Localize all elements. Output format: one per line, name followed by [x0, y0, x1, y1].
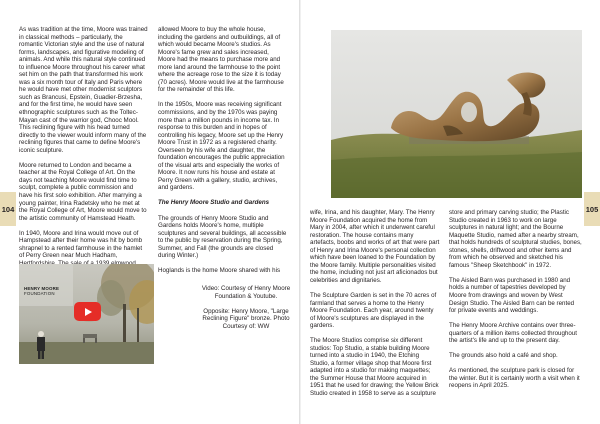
video-thumbnail[interactable]	[19, 264, 154, 364]
video-credit: Video: Courtesy of Henry Moore Foundation & Youtube.	[201, 285, 291, 300]
paragraph: The Henry Moore Archive contains over three-quarters of a million items collected throughout the artist's life and up to the present day.	[449, 322, 577, 345]
paragraph: store and primary carving studio; the Plastic Studio created in 1963 to work on large sculptures in natural light; and the Bourne Maquette Studio, named after a nearby stream, that holds hundreds of sculptural studies, bones, stones, shells, driftwood and other items and from which he observed and sketched his famous "Sheep Sketchbook" in 1972.	[449, 209, 582, 269]
image-caption	[190, 285, 302, 338]
paragraph: As mentioned, the sculpture park is closed for the winter. But it is certainly worth a visit when it reopens in April 2025.	[449, 367, 580, 390]
photo-credit: Opposite: Henry Moore, "Large Reclining Figure" bronze. Photo Courtesy of: WW	[202, 307, 290, 330]
section-heading: The Henry Moore Studio and Gardens	[158, 199, 270, 207]
paragraph: The Aisled Barn was purchased in 1980 and holds a number of tapestries developed by Moore from drawings and woven by West Design Studio. The Aisled Barn can be rented for private events and weddings.	[449, 276, 575, 315]
paragraph: The grounds also hold a café and shop.	[449, 352, 558, 360]
paragraph: The Moore Studios comprise six different studios: Top Studio, a stable building Moore turned into a studio in 1940, the Etching Studio, a former village shop that Moore first adapted into a studio for making maquettes; the Summer House that Moore acquired in 1951 that he used for drawing; the Yellow Brick Studio created in 1958 to serve as a sculpture	[310, 337, 439, 398]
paragraph: In the 1950s, Moore was receiving significant commissions, and by the 1970s was paying more than a million pounds in income tax. In response to this burden and in hopes of controlling his legacy, Moore set up the Henry Moore Trust in 1972 as a registered charity. Overseen by his wife and daughter, the foundation encourages the public appreciation of the visual arts and especially the works of Moore. It now runs his house and estate at Perry Green with a gallery, studio, archives, and gardens.	[158, 101, 285, 192]
paragraph: The grounds of Henry Moore Studio and Gardens holds Moore's home, multiple sculptures and several buildings, all accessible to the public by reservation during the Spring, Summer, and Fall (the grounds are closed during Winter.)	[158, 214, 287, 260]
paragraph: The Sculpture Garden is set in the 70 acres of farmland that serves a home to the Henry Moore Foundation. Each year, around twenty of Moore's sculptures are displayed in the gardens.	[310, 291, 437, 330]
play-button[interactable]	[74, 302, 101, 321]
paragraph: allowed Moore to buy the whole house, including the gardens and outbuildings, all of which would became Moore's studios. As Moore's fame grew and sales increased, Moore had the means to purchase more and more land around the farmhouse to the point where the acreage rose to the size it is today (70 acres). Moore would live at the farmhouse for the remainder of this life.	[158, 26, 284, 94]
text-column-3	[310, 209, 440, 398]
sculpture-photo	[331, 30, 582, 198]
text-column-1	[19, 26, 148, 283]
play-icon	[83, 307, 93, 317]
paragraph: Moore returned to London and became a teacher at the Royal College of Art. On the days not teaching Moore would find time to sculpt, complete a public commission and have his first solo exhibition. After marrying a young painter, Irina Radetsky who he met at the Royal College of Art, Moore would move to the artistic community of Hamstead Heath.	[19, 161, 147, 222]
page-number-right: 105	[584, 192, 600, 226]
paragraph: wife, Irina, and his daughter, Mary. The Henry Moore Foundation acquired the home from Mary in 2004, after which it underwent careful restoration. The house contains many artefacts, boobs and works of art that were part of Henry and Irina Moore's personal collection which have been loaned to the Foundation by the Moore family. Multiple personalities visited the home, including not just art aficionados but celebrities and dignitaries.	[310, 209, 440, 284]
page-gutter	[299, 0, 301, 424]
text-column-2	[158, 26, 287, 275]
text-column-4	[449, 209, 582, 390]
paragraph: Hoglands is the home Moore shared with his	[158, 267, 281, 275]
foundation-logo: HENRY MOORE FOUNDATION	[24, 286, 60, 296]
page-number-left: 104	[0, 192, 16, 226]
paragraph: As was tradition at the time, Moore was trained in classical methods – particularly, the romantic Victorian style and the use of natural forms, landscapes, and figurative modeling of animals. And while this natural style continued to influence Moore throughout his career what set him on the path that transformed his work was a six month tour of Italy and Paris where he would have met other modernist sculptors such as Brancusi, Epstein, Guadier-Brzesha, and for the first time, he would have seen ethnographic sculptures such as the Toltec- Mayan cast of the warrior god, Chooc Mool. This reclining figure with his head turned directly to the viewer would inform many of the reclining figures that came to define Moore's iconic sculpture.	[19, 26, 148, 154]
paragraph: In 1940, Moore and Irina would move out of Hampstead after their home was hit by bomb shrapnel to a rented farmhouse in the hamlet of Perry Green near Much Hadham,	[19, 229, 143, 260]
